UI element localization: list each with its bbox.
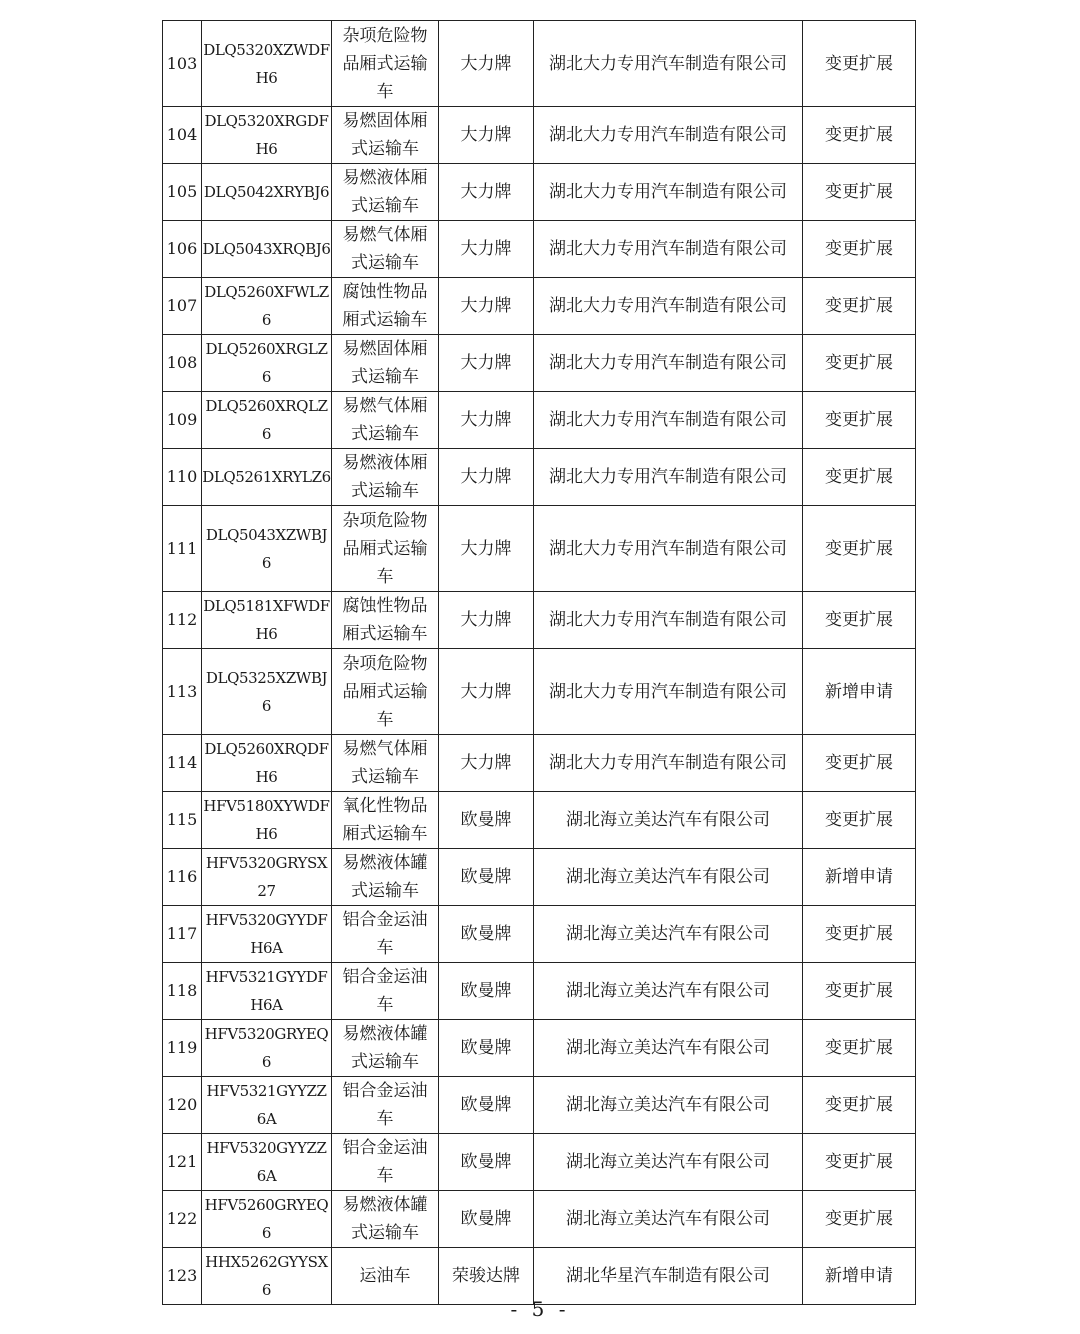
vehicle-name: 易燃固体厢式运输车 — [332, 335, 439, 392]
brand-name: 大力牌 — [439, 278, 534, 335]
vehicle-name: 铝合金运油车 — [332, 906, 439, 963]
application-type: 变更扩展 — [803, 906, 916, 963]
brand-name: 大力牌 — [439, 592, 534, 649]
vehicle-model: DLQ5325XZWBJ6 — [202, 649, 332, 735]
vehicle-model: HFV5320GYYDFH6A — [202, 906, 332, 963]
application-type: 变更扩展 — [803, 963, 916, 1020]
table-row — [163, 649, 916, 735]
manufacturer: 湖北大力专用汽车制造有限公司 — [534, 107, 803, 164]
table-row — [163, 21, 916, 107]
vehicle-name: 易燃液体罐式运输车 — [332, 1191, 439, 1248]
vehicle-model: DLQ5260XRQLZ6 — [202, 392, 332, 449]
brand-name: 欧曼牌 — [439, 906, 534, 963]
application-type: 新增申请 — [803, 849, 916, 906]
manufacturer: 湖北大力专用汽车制造有限公司 — [534, 735, 803, 792]
vehicle-name: 铝合金运油车 — [332, 1134, 439, 1191]
vehicle-model: HFV5260GRYEQ6 — [202, 1191, 332, 1248]
application-type: 变更扩展 — [803, 107, 916, 164]
manufacturer: 湖北大力专用汽车制造有限公司 — [534, 506, 803, 592]
row-number: 117 — [163, 906, 202, 963]
row-number: 110 — [163, 449, 202, 506]
vehicle-model: HFV5320GRYSX27 — [202, 849, 332, 906]
vehicle-name: 腐蚀性物品厢式运输车 — [332, 278, 439, 335]
row-number: 119 — [163, 1020, 202, 1077]
brand-name: 荣骏达牌 — [439, 1248, 534, 1305]
manufacturer: 湖北海立美达汽车有限公司 — [534, 792, 803, 849]
row-number: 111 — [163, 506, 202, 592]
vehicle-name: 易燃液体厢式运输车 — [332, 449, 439, 506]
manufacturer: 湖北大力专用汽车制造有限公司 — [534, 649, 803, 735]
manufacturer: 湖北大力专用汽车制造有限公司 — [534, 335, 803, 392]
vehicle-model: DLQ5320XZWDFH6 — [202, 21, 332, 107]
table-body — [163, 21, 916, 1305]
brand-name: 大力牌 — [439, 649, 534, 735]
vehicle-model: HFV5321GYYZZ6A — [202, 1077, 332, 1134]
brand-name: 欧曼牌 — [439, 1077, 534, 1134]
manufacturer: 湖北海立美达汽车有限公司 — [534, 1020, 803, 1077]
brand-name: 欧曼牌 — [439, 1191, 534, 1248]
manufacturer: 湖北海立美达汽车有限公司 — [534, 1191, 803, 1248]
manufacturer: 湖北大力专用汽车制造有限公司 — [534, 221, 803, 278]
application-type: 变更扩展 — [803, 1020, 916, 1077]
table-row — [163, 849, 916, 906]
vehicle-name: 易燃气体厢式运输车 — [332, 735, 439, 792]
application-type: 变更扩展 — [803, 221, 916, 278]
table-row — [163, 906, 916, 963]
vehicle-model: HHX5262GYYSX6 — [202, 1248, 332, 1305]
application-type: 变更扩展 — [803, 21, 916, 107]
brand-name: 欧曼牌 — [439, 1134, 534, 1191]
row-number: 107 — [163, 278, 202, 335]
application-type: 新增申请 — [803, 1248, 916, 1305]
manufacturer: 湖北海立美达汽车有限公司 — [534, 1134, 803, 1191]
row-number: 123 — [163, 1248, 202, 1305]
vehicle-model: DLQ5320XRGDFH6 — [202, 107, 332, 164]
brand-name: 大力牌 — [439, 392, 534, 449]
vehicle-name: 杂项危险物品厢式运输车 — [332, 506, 439, 592]
manufacturer: 湖北大力专用汽车制造有限公司 — [534, 164, 803, 221]
row-number: 104 — [163, 107, 202, 164]
table-row — [163, 1020, 916, 1077]
row-number: 113 — [163, 649, 202, 735]
application-type: 变更扩展 — [803, 792, 916, 849]
application-type: 新增申请 — [803, 649, 916, 735]
vehicle-model: DLQ5043XZWBJ6 — [202, 506, 332, 592]
vehicle-model: HFV5321GYYDFH6A — [202, 963, 332, 1020]
application-type: 变更扩展 — [803, 335, 916, 392]
table-row — [163, 164, 916, 221]
application-type: 变更扩展 — [803, 1191, 916, 1248]
page-number: - 5 - — [510, 1297, 570, 1321]
vehicle-name: 易燃气体厢式运输车 — [332, 392, 439, 449]
table-row — [163, 963, 916, 1020]
manufacturer: 湖北海立美达汽车有限公司 — [534, 1077, 803, 1134]
brand-name: 大力牌 — [439, 449, 534, 506]
brand-name: 大力牌 — [439, 21, 534, 107]
row-number: 122 — [163, 1191, 202, 1248]
row-number: 108 — [163, 335, 202, 392]
application-type: 变更扩展 — [803, 1134, 916, 1191]
table-row — [163, 107, 916, 164]
vehicle-model: HFV5320GRYEQ6 — [202, 1020, 332, 1077]
vehicle-name: 杂项危险物品厢式运输车 — [332, 649, 439, 735]
table-row — [163, 392, 916, 449]
table-row — [163, 792, 916, 849]
application-type: 变更扩展 — [803, 278, 916, 335]
vehicle-name: 易燃液体罐式运输车 — [332, 1020, 439, 1077]
vehicle-name: 氧化性物品厢式运输车 — [332, 792, 439, 849]
manufacturer: 湖北大力专用汽车制造有限公司 — [534, 21, 803, 107]
table-row — [163, 735, 916, 792]
manufacturer: 湖北大力专用汽车制造有限公司 — [534, 392, 803, 449]
table-row — [163, 1134, 916, 1191]
vehicle-name: 铝合金运油车 — [332, 1077, 439, 1134]
manufacturer: 湖北大力专用汽车制造有限公司 — [534, 278, 803, 335]
brand-name: 欧曼牌 — [439, 849, 534, 906]
brand-name: 欧曼牌 — [439, 792, 534, 849]
vehicle-catalog-table — [162, 20, 916, 1305]
vehicle-name: 易燃固体厢式运输车 — [332, 107, 439, 164]
brand-name: 欧曼牌 — [439, 1020, 534, 1077]
table-row — [163, 335, 916, 392]
table-row — [163, 1077, 916, 1134]
application-type: 变更扩展 — [803, 592, 916, 649]
table-row — [163, 1248, 916, 1305]
row-number: 112 — [163, 592, 202, 649]
vehicle-model: HFV5180XYWDFH6 — [202, 792, 332, 849]
manufacturer: 湖北海立美达汽车有限公司 — [534, 963, 803, 1020]
row-number: 114 — [163, 735, 202, 792]
brand-name: 大力牌 — [439, 107, 534, 164]
table-row — [163, 1191, 916, 1248]
row-number: 118 — [163, 963, 202, 1020]
application-type: 变更扩展 — [803, 164, 916, 221]
manufacturer: 湖北海立美达汽车有限公司 — [534, 849, 803, 906]
vehicle-name: 杂项危险物品厢式运输车 — [332, 21, 439, 107]
table-row — [163, 278, 916, 335]
vehicle-model: DLQ5043XRQBJ6 — [202, 221, 332, 278]
application-type: 变更扩展 — [803, 392, 916, 449]
table-row — [163, 506, 916, 592]
vehicle-model: HFV5320GYYZZ6A — [202, 1134, 332, 1191]
vehicle-model: DLQ5261XRYLZ6 — [202, 449, 332, 506]
row-number: 121 — [163, 1134, 202, 1191]
application-type: 变更扩展 — [803, 506, 916, 592]
manufacturer: 湖北海立美达汽车有限公司 — [534, 906, 803, 963]
row-number: 106 — [163, 221, 202, 278]
row-number: 103 — [163, 21, 202, 107]
vehicle-model: DLQ5260XRQDFH6 — [202, 735, 332, 792]
application-type: 变更扩展 — [803, 449, 916, 506]
row-number: 116 — [163, 849, 202, 906]
table-row — [163, 449, 916, 506]
vehicle-model: DLQ5260XFWLZ6 — [202, 278, 332, 335]
vehicle-name: 易燃液体厢式运输车 — [332, 164, 439, 221]
table-row — [163, 221, 916, 278]
brand-name: 大力牌 — [439, 164, 534, 221]
vehicle-model: DLQ5042XRYBJ6 — [202, 164, 332, 221]
brand-name: 欧曼牌 — [439, 963, 534, 1020]
row-number: 109 — [163, 392, 202, 449]
brand-name: 大力牌 — [439, 506, 534, 592]
brand-name: 大力牌 — [439, 735, 534, 792]
brand-name: 大力牌 — [439, 221, 534, 278]
row-number: 105 — [163, 164, 202, 221]
table-row — [163, 592, 916, 649]
manufacturer: 湖北大力专用汽车制造有限公司 — [534, 592, 803, 649]
vehicle-name: 易燃液体罐式运输车 — [332, 849, 439, 906]
vehicle-name: 运油车 — [332, 1248, 439, 1305]
vehicle-name: 易燃气体厢式运输车 — [332, 221, 439, 278]
vehicle-model: DLQ5181XFWDFH6 — [202, 592, 332, 649]
brand-name: 大力牌 — [439, 335, 534, 392]
application-type: 变更扩展 — [803, 1077, 916, 1134]
manufacturer: 湖北大力专用汽车制造有限公司 — [534, 449, 803, 506]
row-number: 115 — [163, 792, 202, 849]
vehicle-model: DLQ5260XRGLZ6 — [202, 335, 332, 392]
vehicle-name: 腐蚀性物品厢式运输车 — [332, 592, 439, 649]
vehicle-name: 铝合金运油车 — [332, 963, 439, 1020]
manufacturer: 湖北华星汽车制造有限公司 — [534, 1248, 803, 1305]
application-type: 变更扩展 — [803, 735, 916, 792]
row-number: 120 — [163, 1077, 202, 1134]
